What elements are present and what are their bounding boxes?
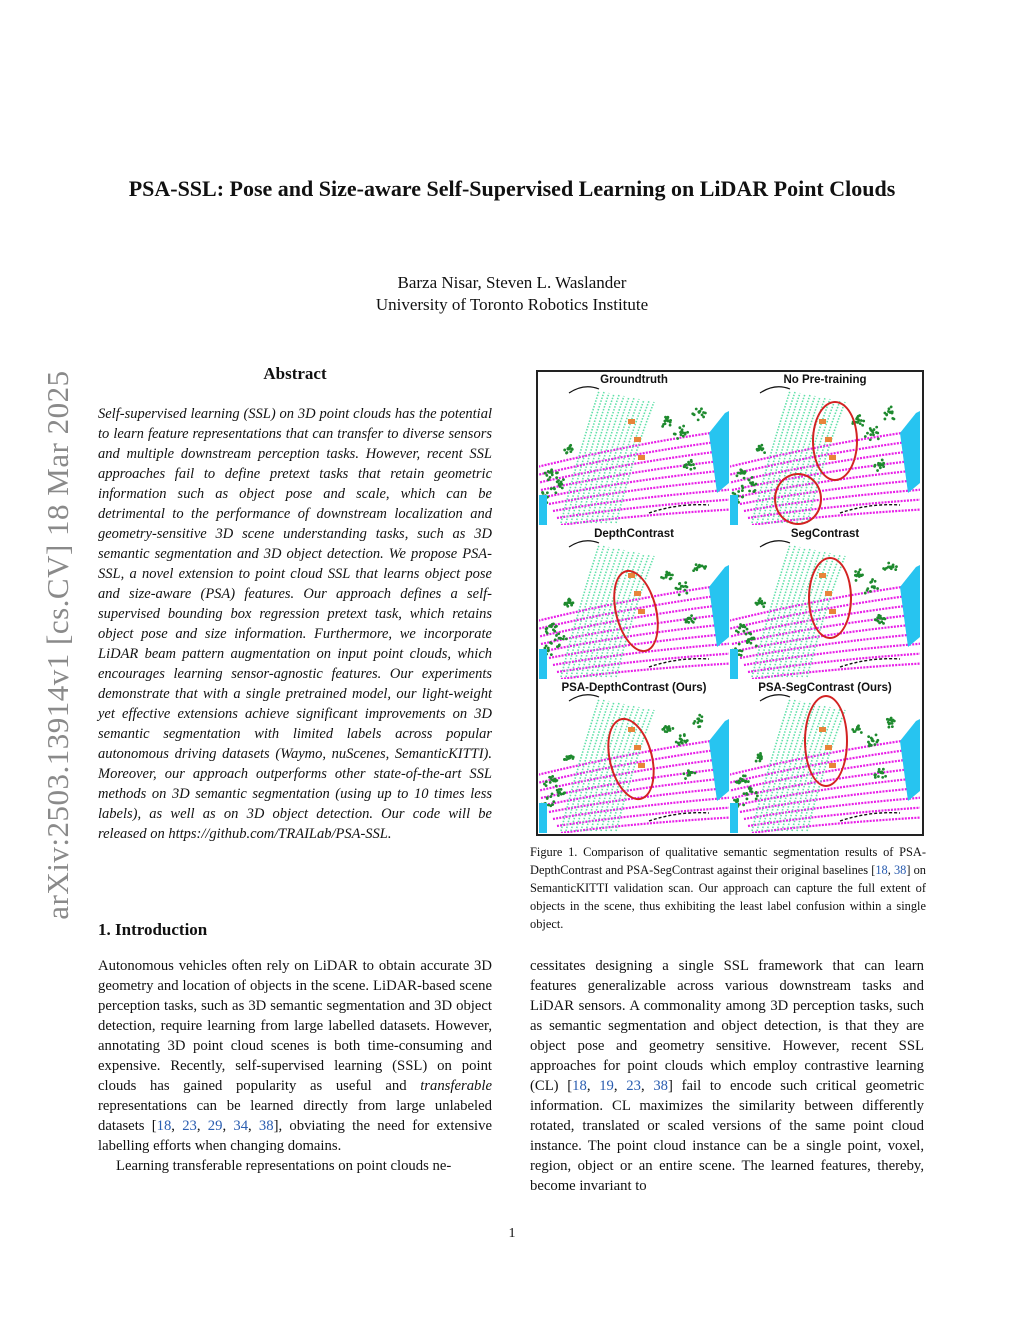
citation-link[interactable]: 19 <box>599 1078 614 1094</box>
segmentation-scene <box>539 373 729 525</box>
author-block <box>300 272 724 316</box>
highlight-ellipse <box>804 695 848 787</box>
citation-link[interactable]: 18 <box>875 863 888 877</box>
panel-label: PSA-SegContrast (Ours) <box>758 682 892 694</box>
panel-label: PSA-DepthContrast (Ours) <box>561 682 707 694</box>
paper-title: PSA-SSL: Pose and Size-aware Self-Supervised Learning on LiDAR Point Clouds <box>128 176 896 201</box>
abstract-heading: Abstract <box>263 364 327 383</box>
intro-heading: 1. Introduction <box>98 920 208 939</box>
citation-link[interactable]: 23 <box>182 1118 197 1134</box>
citation-link[interactable]: 18 <box>572 1078 587 1094</box>
panel-label: DepthContrast <box>594 528 674 540</box>
citation-link[interactable]: 23 <box>626 1078 641 1094</box>
panel-segcontrast <box>730 527 920 679</box>
citation-link[interactable]: 38 <box>258 1118 274 1134</box>
citation-link[interactable]: 34 <box>233 1118 249 1134</box>
panel-label: No Pre-training <box>783 374 867 386</box>
highlight-ellipse <box>812 401 858 481</box>
panel-depthcontrast <box>539 527 729 679</box>
affiliation: University of Toronto Robotics Institute <box>375 295 649 314</box>
highlight-ellipse <box>774 473 822 525</box>
arxiv-stamp: arXiv:2503.13914v1 [cs.CV] 18 Mar 2025 <box>40 370 75 920</box>
citation-link[interactable]: 38 <box>893 863 907 877</box>
panel-label: Groundtruth <box>600 374 668 386</box>
figure-1 <box>536 370 924 836</box>
intro-paragraph-1: Autonomous vehicles often rely on LiDAR to obtain accurate 3D geometry and location of objects in the scene. LiDAR-based scene perception tasks, such as 3D semantic segmentation and 3D object detection, require learning from large labelled datasets. However, annotating 3D point cloud scenes is both time-consuming and expensive. Recently, self-supervised learning (SSL) on point clouds has gained popularity as useful and transferable representations can be learned directly from large unlabeled datasets [18, 23, 29, 34, 38], obviating the need for extensive labelling efforts when changing domains. <box>98 958 492 1154</box>
intro-paragraph-2: Learning transferable representations on point clouds ne- <box>116 1158 452 1174</box>
intro-right-column <box>530 956 924 1196</box>
figure-caption: Figure 1. Comparison of qualitative semantic segmentation results of PSA-DepthContrast and PSA-SegContrast against their original baselines [18, 38] on SemanticKITTI validation scan. Our approach can capture the full extent of objects in the scene, thus exhibiting the least label confusion within a single object. <box>530 845 926 931</box>
highlight-ellipse <box>808 557 852 639</box>
panel-no-pretraining <box>730 373 920 525</box>
intro-left-column <box>98 956 492 1176</box>
panel-label: SegContrast <box>790 528 860 540</box>
intro-paragraph-3: cessitates designing a single SSL framework that can learn features generalizable across various downstream tasks and LiDAR sensors. A commonality among 3D perception tasks, such as semantic segmentation and object detection, is that they are object pose and geometry sensitive. However, recent SSL approaches for point clouds which employ contrastive learning (CL) [18, 19, 23, 38] fail to encode such critical geometric information. CL maximizes the similarity between differently rotated, translated or scaled versions of the same point cloud instance. The point cloud instance can be a single point, voxel, region, object or an entire scene. The learned features, thereby, become invariant to <box>530 958 925 1194</box>
abstract-text: Self-supervised learning (SSL) on 3D point clouds has the potential to learn feature representations that can transfer to diverse sensors and multiple downstream perception tasks. However, recent SSL approaches fail to define pretext tasks that retain geometric information such as object pose and scale, which can be detrimental to the performance of downstream localization and geometry-sensitive 3D scene understanding tasks, such as 3D semantic segmentation and 3D object detection. We propose PSA-SSL, a novel extension to point cloud SSL that learns object pose and size-aware (PSA) features. Our approach defines a self-supervised bounding box regression pretext task, which retains object pose and size information. Furthermore, we incorporate LiDAR beam pattern augmentation on input point clouds, which encourages learning sensor-agnostic features. Our experiments demonstrate that with a single pretrained model, our light-weight yet effective extensions achieve significant improvements on 3D semantic segmentation with limited labels across popular autonomous driving datasets (Waymo, nuScenes, SemanticKITTI). Moreover, our approach outperforms other state-of-the-art SSL methods on 3D semantic segmentation (using up to 10 times less labels), as well as on 3D object detection. Our code will be released on https://github.com/TRAILab/PSA-SSL. <box>98 406 492 842</box>
citation-link[interactable]: 38 <box>653 1078 669 1094</box>
panel-groundtruth <box>539 373 729 525</box>
authors: Barza Nisar, Steven L. Waslander <box>397 273 627 292</box>
page-number: 1 <box>508 1226 516 1241</box>
panel-psa-depthcontrast <box>539 681 729 833</box>
citation-link[interactable]: 18 <box>156 1118 172 1134</box>
citation-link[interactable]: 29 <box>207 1118 223 1134</box>
panel-psa-segcontrast <box>730 681 920 833</box>
